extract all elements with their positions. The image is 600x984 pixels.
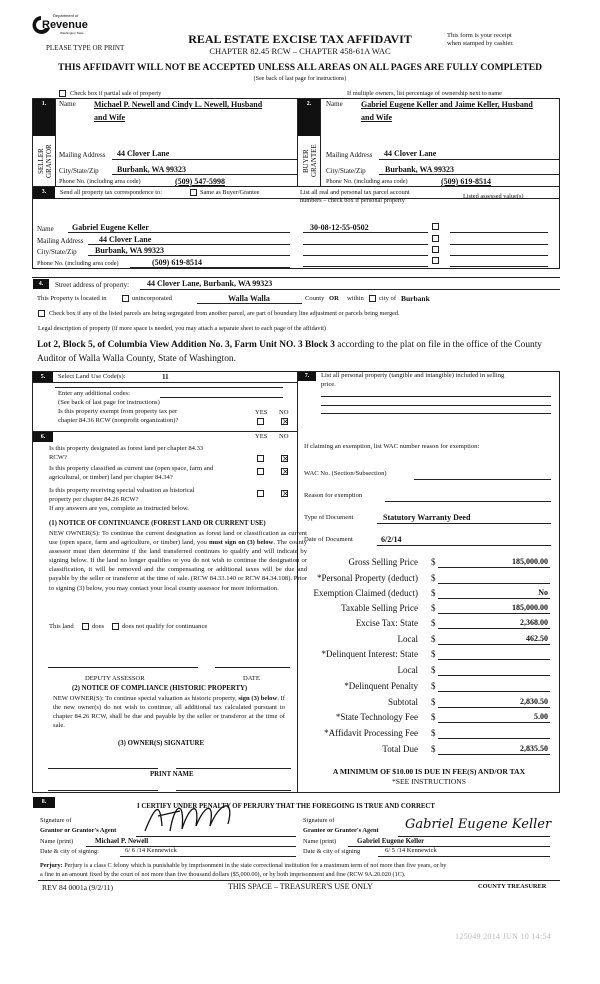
segregated-label: Check box if any of the listed parcels are being segregated from another parcel, are part of boundary line adjustment or parcels being merged. bbox=[49, 310, 400, 317]
personal-property-line-1[interactable] bbox=[321, 396, 551, 397]
see-back-note: (See back of last page for instructions) bbox=[253, 76, 347, 82]
section-3-number: 3. bbox=[33, 187, 55, 199]
current-use-yes-checkbox[interactable] bbox=[257, 468, 264, 475]
wac-number-label: WAC No. (Section/Subsection) bbox=[304, 470, 387, 477]
seller-city-label: City/State/Zip bbox=[59, 167, 99, 175]
money-row-line bbox=[438, 675, 550, 676]
money-row-line bbox=[438, 754, 550, 755]
form-title: REAL ESTATE EXCISE TAX AFFIDAVIT bbox=[188, 32, 412, 46]
money-row-value[interactable]: 2,835.50 bbox=[520, 744, 548, 753]
logo-sub-text: Washington State bbox=[60, 31, 84, 35]
money-row-label: *Delinquent Interest: State bbox=[321, 649, 418, 659]
dollar-sign: $ bbox=[431, 712, 436, 722]
land-use-code-value[interactable]: 11 bbox=[162, 373, 169, 381]
dollar-sign: $ bbox=[431, 588, 436, 598]
seller-name-line2[interactable]: and Wife bbox=[94, 113, 126, 122]
money-row-label: Gross Selling Price bbox=[348, 557, 418, 567]
exempt-yes-header: YES bbox=[255, 409, 268, 416]
county-value[interactable]: Walla Walla bbox=[228, 294, 270, 303]
within-label: within bbox=[347, 295, 364, 302]
logo-top-text: Department of bbox=[53, 13, 79, 18]
grantor-name-label: Name (print) bbox=[40, 838, 74, 845]
exempt-no-header: NO bbox=[279, 409, 289, 416]
dollar-sign: $ bbox=[431, 557, 436, 567]
current-use-question-1: Is this property classified as current use (open space, farm and bbox=[49, 465, 214, 472]
money-row-line bbox=[438, 628, 550, 629]
receipt-note-1: This form is your receipt bbox=[447, 32, 512, 39]
corr-city-value[interactable]: Burbank, WA 99323 bbox=[95, 246, 164, 255]
personal-property-line-2[interactable] bbox=[321, 405, 551, 406]
parcel-label-1: List all real and personal tax parcel account bbox=[300, 189, 410, 196]
assessor-date-label: DATE bbox=[243, 675, 260, 682]
money-row-label: *Personal Property (deduct) bbox=[317, 573, 418, 583]
dollar-sign: $ bbox=[431, 697, 436, 707]
dollar-sign: $ bbox=[431, 649, 436, 659]
form-chapter: CHAPTER 82.45 RCW – CHAPTER 458-61A WAC bbox=[209, 46, 391, 56]
city-checkbox[interactable] bbox=[369, 295, 376, 302]
section-7-number: 7. bbox=[298, 372, 316, 381]
partial-sale-label: Check box if partial sale of property bbox=[70, 90, 162, 97]
grantee-signature-of-label: Signature of bbox=[303, 817, 335, 824]
corr-mail-value[interactable]: 44 Clover Lane bbox=[99, 235, 152, 244]
this-land-label: This land bbox=[49, 623, 74, 630]
land-use-see-back: (See back of last page for instructions) bbox=[58, 399, 160, 406]
personal-property-line-3[interactable] bbox=[321, 413, 551, 414]
personal-property-checkbox-4[interactable] bbox=[432, 257, 439, 264]
certify-statement: I CERTIFY UNDER PENALTY OF PERJURY THAT THE FOREGOING IS TRUE AND CORRECT bbox=[137, 803, 435, 810]
corr-phone-value[interactable]: (509) 619-8514 bbox=[152, 258, 202, 267]
perjury-line-2: a fine in an amount fixed by the court of not more than five thousand dollars ($5,000.00), or by both imprisonment and fine (RCW 9A.20.020 (1C). bbox=[40, 871, 406, 878]
grantee-name-value[interactable]: Gabriel Eugene Keller bbox=[357, 837, 425, 845]
section-8-number: 8. bbox=[33, 797, 55, 808]
located-in-label: This Property is located in bbox=[37, 295, 107, 302]
county-label: County bbox=[305, 295, 325, 302]
perjury-line-1: Perjury: Perjury is a class C felony which is punishable by imprisonment in the state correctional institution for a maximum term of not more than five years, or by bbox=[40, 862, 447, 869]
money-row-value[interactable]: 462.50 bbox=[526, 634, 548, 643]
money-row-value[interactable]: No bbox=[538, 588, 548, 597]
personal-property-checkbox-2[interactable] bbox=[432, 235, 439, 242]
notice-continuance-text: NEW OWNER(S): To continue the current designation as forest land or classification as current use (open space, farm and agriculture, or timber) land, you must sign on (3) below. The county assessor must then determine if the land transferred continues to qualify and will indicate by signing below. If the land no longer qualifies or you do not wish to continue the designation or classification, it will be removed and the compensating or additional taxes will be due and payable by the seller or transferor at the time of sale. (RCW 84.33.140 or RCW 84.34.108). Prior to signing (3) below, you may contact your local county assessor for more information. bbox=[49, 530, 308, 592]
corr-city-label: City/State/Zip bbox=[37, 248, 77, 256]
does-not-qualify-checkbox[interactable] bbox=[112, 623, 119, 630]
additional-codes-label: Enter any additional codes: bbox=[58, 390, 130, 397]
dollar-sign: $ bbox=[431, 744, 436, 754]
dollar-sign: $ bbox=[431, 603, 436, 613]
seller-mail-label: Mailing Address bbox=[59, 151, 106, 159]
legal-description-rest: according to the plat on file in the office of the County bbox=[334, 340, 542, 350]
legal-description-line1[interactable] bbox=[37, 341, 542, 350]
section-5-number: 5. bbox=[33, 372, 53, 382]
seller-city-value[interactable]: Burbank, WA 99323 bbox=[117, 165, 186, 174]
money-row-line bbox=[438, 722, 550, 723]
money-row-value[interactable]: 2,830.50 bbox=[520, 697, 548, 706]
current-use-question-2: agricultural, or timber) land per chapter 84.34? bbox=[49, 474, 173, 481]
money-row-value[interactable]: 2,368.00 bbox=[520, 618, 548, 627]
money-row-line bbox=[438, 598, 550, 599]
money-row-label: Excise Tax: State bbox=[355, 618, 418, 628]
personal-property-label-2: price. bbox=[321, 381, 336, 388]
money-row-label: Total Due bbox=[382, 744, 418, 754]
corr-mail-label: Mailing Address bbox=[37, 237, 84, 245]
buyer-city-value[interactable]: Burbank, WA 99323 bbox=[385, 165, 454, 174]
does-label: does bbox=[92, 623, 105, 630]
grantee-date-label: Date & city of signing bbox=[303, 848, 361, 855]
legal-description-bold: Lot 2, Block 5, of Columbia View Addition No. 3, Farm Unit NO. 3 Block 3 bbox=[37, 340, 335, 350]
grantor-agent-label: Grantor or Grantor's Agent bbox=[40, 827, 117, 834]
section-2-number: 2. bbox=[298, 99, 320, 136]
money-row-label: *State Technology Fee bbox=[335, 712, 418, 722]
historic-question-2: property per chapter 84.26 RCW? bbox=[49, 496, 139, 503]
money-row-label: Local bbox=[397, 634, 418, 644]
notice-compliance-title: (2) NOTICE OF COMPLIANCE (HISTORIC PROPERTY) bbox=[72, 685, 248, 692]
corr-phone-label: Phone No. (including area code) bbox=[37, 260, 119, 267]
unincorporated-checkbox[interactable] bbox=[122, 295, 129, 302]
section-6-number: 6. bbox=[33, 432, 53, 442]
money-row-label: Subtotal bbox=[387, 697, 418, 707]
legal-description-label: Legal description of property (if more space is needed, you may attach a separate sheet to each page of the affidavit) bbox=[38, 325, 326, 332]
logo-main-text: Revenue bbox=[42, 19, 88, 31]
corr-name-label: Name bbox=[37, 225, 54, 233]
money-row-label: Local bbox=[397, 665, 418, 675]
money-row-line bbox=[438, 567, 550, 568]
street-address-value[interactable]: 44 Clover Lane, Burbank, WA 99323 bbox=[147, 279, 273, 288]
exemption-label: If claiming an exemption, list WAC number reason for exemption: bbox=[304, 443, 480, 450]
owner-signature-label: (3) OWNER(S) SIGNATURE bbox=[118, 740, 204, 747]
partial-sale-checkbox[interactable] bbox=[59, 90, 66, 97]
minimum-due-note: A MINIMUM OF $10.00 IS DUE IN FEE(S) AND/OR TAX bbox=[332, 767, 526, 776]
if-yes-note: If any answers are yes, complete as instructed below. bbox=[49, 505, 189, 512]
grantor-date-label: Date & city of signing: bbox=[40, 848, 99, 855]
exemption-reason-label: Reason for exemption bbox=[304, 492, 363, 499]
same-as-buyer-label: Same as Buyer/Grantee bbox=[200, 189, 260, 196]
personal-property-label-1: List all personal property (tangible and intangible) included in selling bbox=[321, 372, 505, 379]
owner-signature-line-1[interactable] bbox=[48, 768, 158, 769]
county-treasurer-label: COUNTY TREASURER bbox=[478, 883, 547, 890]
dollar-sign: $ bbox=[431, 634, 436, 644]
grantee-name-label: Name (print) bbox=[303, 838, 337, 845]
corr-name-value[interactable]: Gabriel Eugene Keller bbox=[72, 223, 149, 232]
or-label: OR bbox=[329, 295, 339, 302]
historic-no-checkbox[interactable]: × bbox=[282, 489, 289, 498]
historic-question-1: Is this property receiving special valuation as historical bbox=[49, 487, 195, 494]
owner-signature-line-2[interactable] bbox=[176, 768, 291, 769]
warning-banner: THIS AFFIDAVIT WILL NOT BE ACCEPTED UNLESS ALL AREAS ON ALL PAGES ARE FULLY COMPLETED bbox=[57, 62, 543, 73]
see-instructions-note: *SEE INSTRUCTIONS bbox=[391, 777, 467, 786]
dollar-sign: $ bbox=[431, 618, 436, 628]
money-row-value[interactable]: 5.00 bbox=[534, 712, 548, 721]
city-value[interactable]: Burbank bbox=[401, 294, 430, 303]
money-row-label: *Affidavit Processing Fee bbox=[324, 728, 418, 738]
buyer-name-label: Name bbox=[326, 100, 343, 108]
dollar-sign: $ bbox=[431, 665, 436, 675]
seller-mail-value[interactable]: 44 Clover Lane bbox=[117, 149, 170, 158]
personal-property-checkbox-3[interactable] bbox=[432, 246, 439, 253]
print-name-line-1[interactable] bbox=[48, 790, 158, 791]
land-use-label: Select Land Use Code(s): bbox=[58, 373, 126, 380]
grantor-date-value[interactable]: 6/ 6 /14 Kennewick bbox=[125, 847, 177, 854]
exempt-no-checkbox[interactable]: × bbox=[282, 417, 289, 426]
exempt-question-1: Is this property exempt from property tax per bbox=[58, 408, 178, 415]
buyer-phone-label: Phone No. (including area code) bbox=[326, 178, 408, 185]
seller-name-line1[interactable]: Michael P. Newell and Cindy L. Newell, Husband bbox=[94, 100, 263, 109]
money-row-label: *Delinquent Penalty bbox=[344, 681, 418, 691]
receipt-note-2: when stamped by cashier. bbox=[447, 40, 514, 47]
document-date-value[interactable]: 6/2/14 bbox=[381, 535, 402, 544]
exemption-reason-field[interactable] bbox=[385, 501, 551, 502]
forest-no-checkbox[interactable]: × bbox=[282, 454, 289, 463]
money-row-line bbox=[438, 659, 550, 660]
notice-continuance-title: (1) NOTICE OF CONTINUANCE (FOREST LAND OR CURRENT USE) bbox=[49, 520, 266, 527]
does-qualify-checkbox[interactable] bbox=[82, 623, 89, 630]
buyer-phone-value[interactable]: (509) 619-8514 bbox=[441, 177, 491, 186]
segregated-checkbox[interactable] bbox=[38, 310, 45, 317]
grantor-name-value[interactable]: Michael P. Newell bbox=[95, 837, 149, 845]
money-row-value[interactable]: 185,000.00 bbox=[512, 603, 548, 612]
deputy-assessor-label: DEPUTY ASSESSOR bbox=[85, 675, 145, 682]
form-revision: REV 84 0001a (9/2/11) bbox=[42, 883, 114, 892]
parcel-number-1[interactable]: 30-08-12-55-0502 bbox=[310, 223, 369, 232]
buyer-name-line2[interactable]: and Wife bbox=[361, 113, 393, 122]
correspondence-label: Send all property tax correspondence to: bbox=[60, 189, 162, 196]
seller-grantor-label: SELLER GRANTOR bbox=[37, 144, 53, 178]
notice-compliance-text: NEW OWNER(S): To continue special valuation as historic property, sign (3) below. If the new owner(s) do not wish to continue, all additional tax calculated pursuant to chapter 84.26 RCW, shall be due and payable by the seller or transferor at the time of sale. bbox=[53, 695, 285, 730]
dollar-sign: $ bbox=[431, 681, 436, 691]
personal-property-checkbox-1[interactable] bbox=[432, 223, 439, 230]
buyer-grantee-label: BUYER GRANTEE bbox=[302, 144, 318, 178]
buyer-city-label: City/State/Zip bbox=[326, 167, 366, 175]
does-not-label: does not qualify for continuance bbox=[122, 623, 208, 630]
exempt-question-2: chapter 84.36 RCW (nonprofit organization)? bbox=[58, 417, 179, 424]
treasurer-space-label: THIS SPACE – TREASURER'S USE ONLY bbox=[228, 882, 373, 891]
money-row-line bbox=[438, 707, 550, 708]
city-of-label: city of bbox=[379, 295, 397, 302]
parcel-label-2: numbers – check box if personal property bbox=[300, 197, 405, 204]
money-row-value[interactable]: 185,000.00 bbox=[512, 557, 548, 566]
wac-number-field[interactable] bbox=[414, 479, 551, 480]
money-row-line bbox=[438, 644, 550, 645]
seller-name-label: Name bbox=[59, 100, 76, 108]
money-row-line bbox=[438, 613, 550, 614]
q-no-header: NO bbox=[279, 433, 289, 440]
document-date-label: Date of Document bbox=[304, 536, 353, 543]
money-row-line bbox=[438, 583, 550, 584]
buyer-name-line1[interactable]: Gabriel Eugene Keller and Jaime Keller, Husband bbox=[361, 100, 533, 109]
money-row-line bbox=[438, 738, 550, 739]
grantor-signature[interactable] bbox=[140, 796, 240, 836]
forest-question-1: Is this property designated as forest land per chapter 84.33 bbox=[49, 445, 204, 452]
money-row-label: Exemption Claimed (deduct) bbox=[313, 588, 418, 598]
buyer-mail-label: Mailing Address bbox=[326, 151, 373, 159]
street-address-label: Street address of property: bbox=[55, 281, 130, 289]
same-as-buyer-checkbox[interactable] bbox=[190, 189, 197, 196]
grantee-agent-label: Grantee or Grantee's Agent bbox=[303, 827, 379, 834]
grantee-date-value[interactable]: 6/ 5 /14 Kennewick bbox=[385, 847, 437, 854]
print-name-label: PRINT NAME bbox=[150, 771, 194, 778]
exempt-yes-checkbox[interactable] bbox=[257, 418, 264, 425]
print-name-line-2[interactable] bbox=[176, 790, 291, 791]
historic-yes-checkbox[interactable] bbox=[257, 490, 264, 497]
treasurer-stamp: 125049 2014 JUN 10 14:54 bbox=[455, 932, 552, 941]
forest-question-2: RCW? bbox=[49, 454, 67, 461]
assessed-value-label: Listed assessed value(s) bbox=[463, 193, 524, 200]
dollar-sign: $ bbox=[431, 728, 436, 738]
grantor-signature-of-label: Signature of bbox=[40, 817, 72, 824]
multiple-owners-note: If multiple owners, list percentage of ownership next to name bbox=[347, 90, 502, 97]
document-type-value[interactable]: Statutory Warranty Deed bbox=[383, 513, 471, 522]
section-1-number: 1. bbox=[33, 99, 55, 136]
buyer-mail-value[interactable]: 44 Clover Lane bbox=[384, 149, 437, 158]
forest-yes-checkbox[interactable] bbox=[257, 455, 264, 462]
legal-description-line2[interactable]: Auditor of Walla Walla County, State of Washington. bbox=[37, 354, 236, 364]
current-use-no-checkbox[interactable]: × bbox=[282, 467, 289, 476]
document-type-label: Type of Document bbox=[304, 514, 354, 521]
q-yes-header: YES bbox=[255, 433, 268, 440]
money-row-label: Taxable Selling Price bbox=[341, 603, 418, 613]
money-row-line bbox=[438, 691, 550, 692]
please-type-note: PLEASE TYPE OR PRINT bbox=[46, 44, 125, 52]
grantee-signature[interactable]: Gabriel Eugene Keller bbox=[405, 817, 552, 832]
section-4-number: 4. bbox=[33, 279, 49, 289]
seller-phone-label: Phone No. (including area code) bbox=[59, 178, 141, 185]
dollar-sign: $ bbox=[431, 573, 436, 583]
seller-phone-value[interactable]: (509) 547-5998 bbox=[175, 177, 225, 186]
unincorporated-label: unincorporated bbox=[132, 295, 172, 302]
